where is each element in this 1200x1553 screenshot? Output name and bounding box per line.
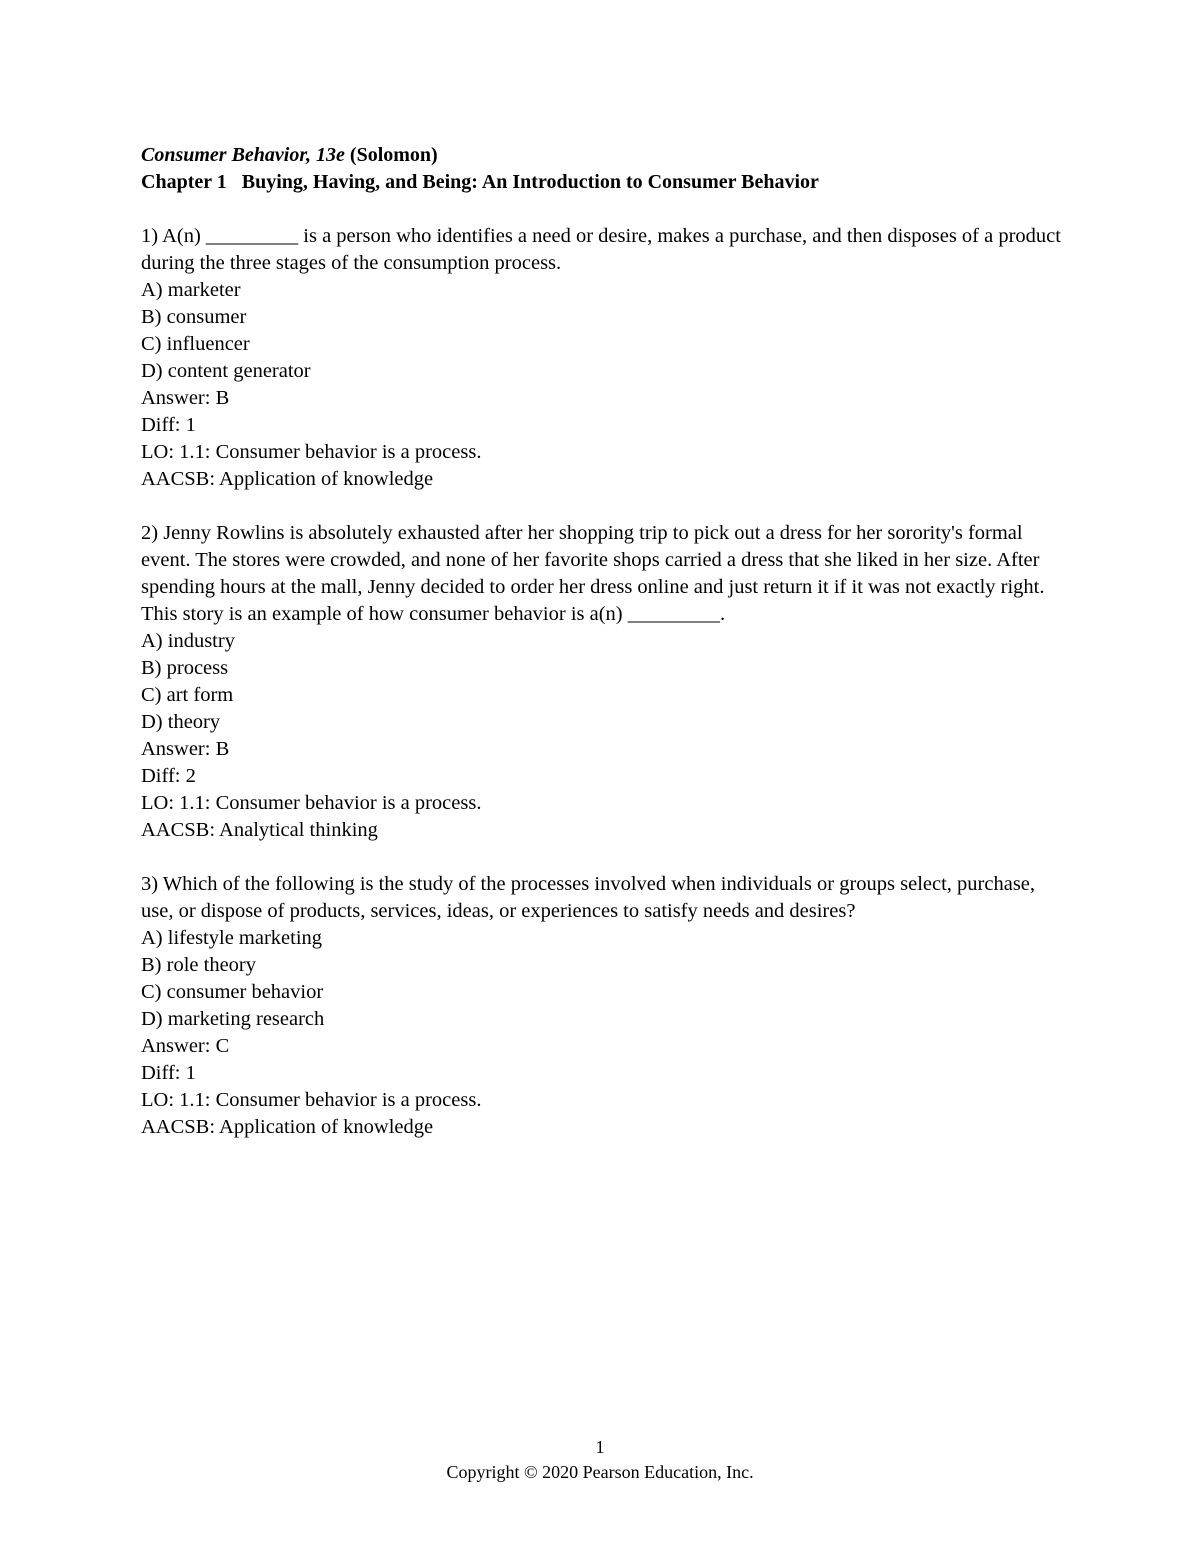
answer-blank: _________	[627, 603, 721, 625]
difficulty: Diff: 2	[141, 765, 196, 787]
stem-text: 3) Which of the following is the study of the processes involved when individuals or groups select, purchase, use, or dispose of products, services, ideas, or experiences to satisfy needs and desires?	[141, 873, 1036, 922]
learning-objective: LO: 1.1: Consumer behavior is a process.	[141, 441, 482, 463]
option-b: B) process	[141, 657, 229, 679]
question-1	[141, 223, 1061, 493]
option-d: D) content generator	[141, 360, 311, 382]
difficulty: Diff: 1	[141, 1062, 196, 1084]
aacsb: AACSB: Analytical thinking	[141, 819, 378, 841]
chapter-title: Buying, Having, and Being: An Introduction to Consumer Behavior	[241, 171, 819, 193]
option-c: C) influencer	[141, 333, 250, 355]
option-a: A) marketer	[141, 279, 241, 301]
stem-text: 1) A(n)	[141, 225, 206, 247]
chapter-label: Chapter 1	[141, 171, 227, 193]
answer: Answer: B	[141, 738, 230, 760]
page-content	[141, 142, 1061, 1141]
question-2	[141, 520, 1061, 844]
option-b: B) consumer	[141, 306, 247, 328]
difficulty: Diff: 1	[141, 414, 196, 436]
learning-objective: LO: 1.1: Consumer behavior is a process.	[141, 1089, 482, 1111]
answer: Answer: C	[141, 1035, 230, 1057]
answer-blank: _________	[205, 225, 299, 247]
option-b: B) role theory	[141, 954, 256, 976]
option-c: C) art form	[141, 684, 234, 706]
aacsb: AACSB: Application of knowledge	[141, 468, 434, 490]
stem-text: is a person who identifies a need or desire, makes a purchase, and then disposes of a product during the three stages of the consumption process.	[141, 225, 1061, 274]
stem-text: .	[720, 603, 726, 625]
option-d: D) theory	[141, 711, 221, 733]
question-stem	[141, 520, 1061, 628]
option-c: C) consumer behavior	[141, 981, 324, 1003]
question-stem	[141, 871, 1061, 925]
page-number: 1	[595, 1437, 605, 1457]
option-d: D) marketing research	[141, 1008, 325, 1030]
book-title-line	[141, 142, 1061, 169]
book-title: Consumer Behavior, 13e	[141, 144, 345, 166]
question-3	[141, 871, 1061, 1141]
learning-objective: LO: 1.1: Consumer behavior is a process.	[141, 792, 482, 814]
copyright-notice: Copyright © 2020 Pearson Education, Inc.	[446, 1462, 754, 1482]
aacsb: AACSB: Application of knowledge	[141, 1116, 434, 1138]
stem-text: 2) Jenny Rowlins is absolutely exhausted after her shopping trip to pick out a dress for her sorority's formal event. The stores were crowded, and none of her favorite shops carried a dress that she liked in her size. After spending hours at the mall, Jenny decided to order her dress online and just return it if it was not exactly right. This story is an example of how consumer behavior is a(n)	[141, 522, 1045, 625]
option-a: A) lifestyle marketing	[141, 927, 323, 949]
option-a: A) industry	[141, 630, 235, 652]
book-author: (Solomon)	[349, 144, 438, 166]
answer: Answer: B	[141, 387, 230, 409]
chapter-heading	[141, 169, 1061, 196]
question-stem	[141, 223, 1061, 277]
